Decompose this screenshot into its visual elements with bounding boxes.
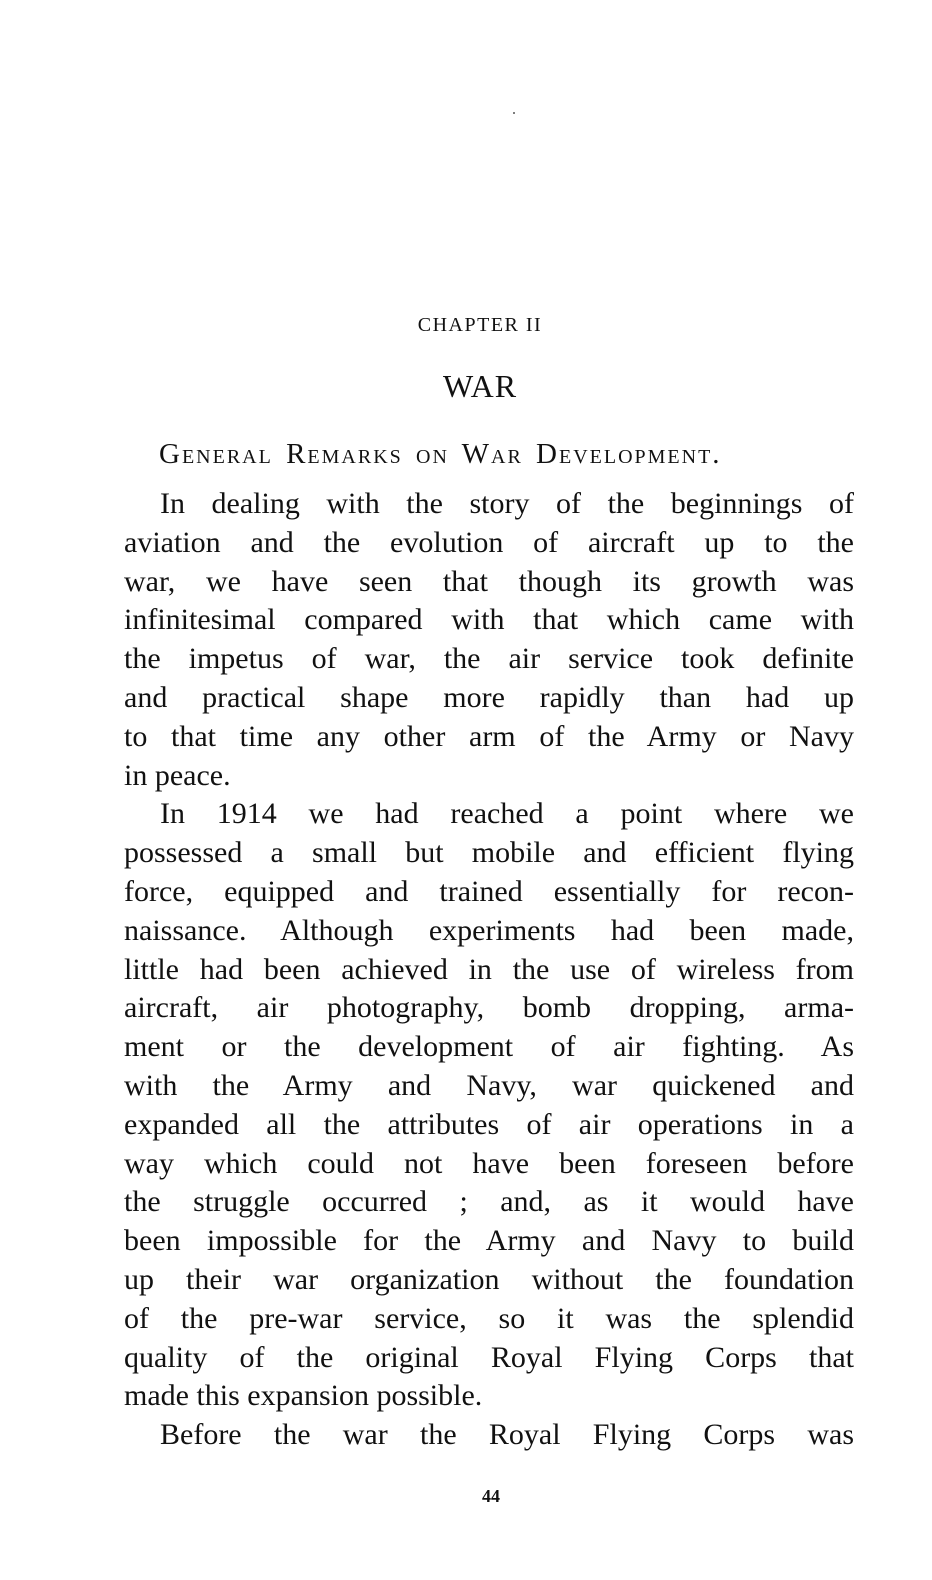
paragraph-2-line: way which could not have been foreseen before: [124, 1146, 854, 1180]
paragraph-2-line: with the Army and Navy, war quickened and: [124, 1068, 854, 1102]
paragraph-1-line: war, we have seen that though its growth was: [124, 564, 854, 598]
paragraph-1-line: in peace.: [124, 758, 231, 792]
chapter-title: WAR: [442, 368, 518, 404]
section-heading: General Remarks on War Development.: [159, 438, 722, 470]
paragraph-2-line: expanded all the attributes of air operations in a: [124, 1107, 854, 1141]
paragraph-2-line: In 1914 we had reached a point where we: [160, 797, 854, 831]
print-speck: [513, 112, 515, 114]
paragraph-2-line: ment or the development of air fighting. As: [124, 1030, 854, 1064]
paragraph-2-line: naissance. Although experiments had been made,: [124, 913, 854, 947]
paragraph-2-line: made this expansion possible.: [124, 1379, 483, 1413]
paragraph-1-line: In dealing with the story of the beginnings of: [160, 487, 854, 520]
paragraph-1-line: aviation and the evolution of aircraft up to the: [124, 525, 854, 559]
paragraph-2-line: aircraft, air photography, bomb dropping, arma-: [124, 991, 854, 1025]
paragraph-2-line: possessed a small but mobile and efficient flying: [124, 836, 854, 870]
paragraph-2-line: quality of the original Royal Flying Corps that: [124, 1340, 854, 1374]
paragraph-2-line: been impossible for the Army and Navy to build: [124, 1224, 854, 1258]
paragraph-2-line: the struggle occurred ; and, as it would have: [124, 1185, 854, 1219]
paragraph-1-line: the impetus of war, the air service took definite: [124, 642, 854, 676]
paragraph-3-line: Before the war the Royal Flying Corps was: [160, 1418, 854, 1452]
paragraph-1-line: to that time any other arm of the Army or Navy: [124, 719, 854, 753]
body-text: [124, 485, 854, 1455]
page-number: 44: [482, 1486, 500, 1506]
paragraph-1-line: and practical shape more rapidly than had up: [124, 680, 854, 714]
chapter-label: CHAPTER II: [417, 314, 543, 336]
paragraph-2-line: little had been achieved in the use of wireless from: [124, 952, 854, 986]
paragraph-2-line: up their war organization without the foundation: [124, 1262, 854, 1296]
paragraph-1-line: infinitesimal compared with that which came with: [124, 603, 854, 637]
paragraph-2-line: of the pre-war service, so it was the splendid: [124, 1301, 854, 1335]
paragraph-2-line: force, equipped and trained essentially for recon-: [124, 874, 854, 908]
